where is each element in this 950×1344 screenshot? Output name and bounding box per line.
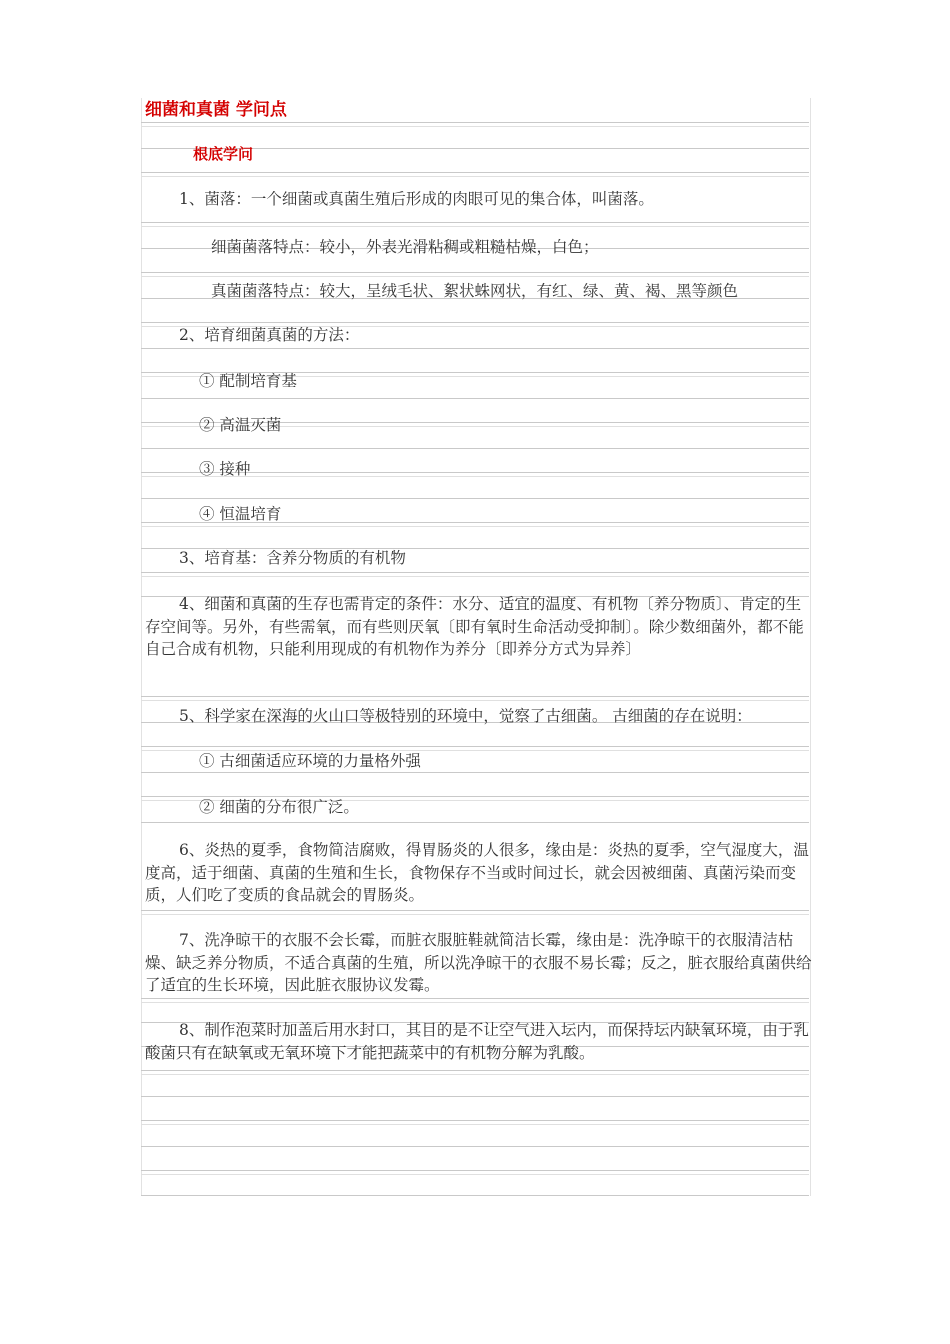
rule-line: [141, 576, 809, 577]
rule-line: [141, 1146, 809, 1147]
item-8: 8、制作泡菜时加盖后用水封口，其目的是不让空气进入坛内，而保持坛内缺氧环境，由于乳酸菌只有在缺氧或无氧环境下才能把蔬菜中的有机物分解为乳酸。: [145, 1021, 809, 1062]
section-heading: 根底学问: [193, 145, 254, 163]
rule-line: [141, 1074, 809, 1075]
rule-line: [141, 322, 809, 323]
rule-line: [141, 498, 809, 499]
rule-line: [141, 448, 809, 449]
rule-line: [141, 222, 809, 223]
item-6: 6、炎热的夏季，食物简洁腐败，得胃肠炎的人很多，缘由是：炎热的夏季，空气湿度大，温度高，适于细菌、真菌的生殖和生长，食物保存不当或时间过长，就会因被细菌、真菌污染而变质，人们吃了变质的食品就会的胃肠炎。: [145, 841, 809, 904]
item-2d: ④ 恒温培育: [199, 505, 282, 523]
rule-line: [141, 398, 809, 399]
rule-line: [141, 348, 809, 349]
item-7: 7、洗净晾干的衣服不会长霉，而脏衣服脏鞋就简洁长霉，缘由是：洗净晾干的衣服清洁枯燥、缺乏养分物质，不适合真菌的生殖，所以洗净晾干的衣服不易长霉；反之，脏衣服给真菌供给了适宜的生长环境，因此脏衣服协议发霉。: [145, 931, 812, 994]
rule-line: [141, 1195, 809, 1196]
rule-line: [141, 1096, 809, 1097]
item-5a: ① 古细菌适应环境的力量格外强: [199, 752, 421, 770]
item-5b: ② 细菌的分布很广泛。: [199, 798, 359, 816]
rule-line: [141, 1120, 809, 1121]
rule-line: [141, 272, 809, 273]
rule-line: [141, 172, 809, 173]
item-5: 5、科学家在深海的火山口等极特别的环境中，觉察了古细菌。 古细菌的存在说明：: [179, 707, 752, 725]
doc-title: 细菌和真菌 学问点: [145, 100, 287, 120]
item-3: 3、培育基：含养分物质的有机物: [179, 549, 406, 567]
rule-line: [141, 1174, 809, 1175]
rule-line: [141, 1124, 809, 1125]
item-1b: 真菌菌落特点：较大，呈绒毛状、絮状蛛网状，有红、绿、黄、褐、黑等颜色: [211, 282, 739, 300]
item-2a: ① 配制培育基: [199, 372, 297, 390]
rule-line: [141, 998, 809, 999]
rule-line: [141, 122, 809, 123]
rule-line: [141, 572, 809, 573]
rule-line: [141, 822, 809, 823]
rule-line: [141, 910, 809, 911]
rule-line: [141, 126, 809, 127]
rule-line: [141, 1070, 809, 1071]
rule-line: [141, 772, 809, 773]
item-4: 4、细菌和真菌的生存也需肯定的条件：水分、适宜的温度、有机物〔养分物质〕、肯定的生存空间等。另外，有些需氧，而有些则厌氧〔即有氧时生命活动受抑制〕。除少数细菌外，都不能自己合成有机物，只能利用现成的有机物作为养分〔即养分方式为异养〕: [145, 595, 804, 658]
item-2c: ③ 接种: [199, 460, 251, 478]
rule-line: [141, 1002, 809, 1003]
rule-line: [141, 276, 809, 277]
rule-line: [141, 1170, 809, 1171]
rule-line: [141, 696, 809, 697]
item-1a: 细菌菌落特点：较小，外表光滑粘稠或粗糙枯燥，白色；: [211, 238, 599, 256]
item-2: 2、培育细菌真菌的方法：: [179, 326, 360, 344]
rule-line: [141, 700, 809, 701]
rule-line: [141, 746, 809, 747]
item-2b: ② 高温灭菌: [199, 416, 282, 434]
rule-line: [141, 914, 809, 915]
rule-line: [141, 526, 809, 527]
rule-line: [141, 176, 809, 177]
rule-line: [141, 226, 809, 227]
item-1: 1、菌落：一个细菌或真菌生殖后形成的肉眼可见的集合体，叫菌落。: [179, 190, 654, 208]
